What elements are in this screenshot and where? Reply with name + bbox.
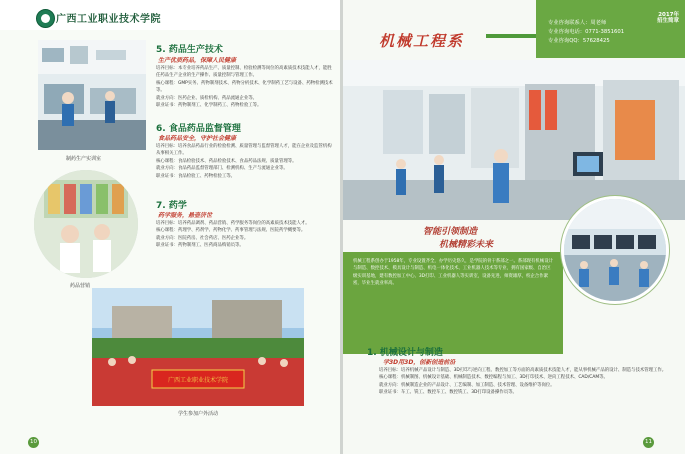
section-subtitle-6: 食品药品安全，守护社会健康: [158, 135, 237, 142]
group-illustration: [92, 288, 304, 406]
section-6-paragraph: 就业方向：食品药品监督管理部门、检测机构、生产与流通企业等。: [156, 166, 288, 172]
lab-photo: [38, 40, 146, 150]
year-subtext: 招生简章: [656, 18, 679, 24]
pharmacy-caption: 药品营销: [70, 283, 91, 289]
section-7-paragraph: 职业证书：药物制剂工、医药商品购销员等。: [156, 243, 244, 249]
section-5-paragraph: 培养目标：本专业培养药品生产、质量控制、检验检测等岗位的高素质技术技能人才，能胜任药品生产企业的生产操作、质量控制与管理工作。: [156, 66, 332, 79]
title-area: [343, 0, 538, 64]
right-page: [343, 0, 685, 454]
school-name: 广西工业职业技术学院: [56, 14, 161, 25]
section-1-paragraph: 核心课程：机械制图、机械设计基础、机械制造技术、数控编程与加工、3D打印技术、逆向工程技术、CAD/CAM等。: [379, 375, 608, 381]
contact-qq: 专业咨询QQ：57628425: [548, 38, 610, 44]
pharmacy-photo: [34, 170, 138, 278]
workshop-photo: [343, 60, 685, 220]
pharmacy-illustration: [34, 170, 138, 278]
year-text: 2017年: [658, 12, 679, 18]
group-caption: 学生参加户外活动: [178, 411, 219, 417]
section-7-paragraph: 就业方向：医院药房、社会药店、医药企业等。: [156, 235, 249, 241]
section-subtitle-7: 药学服务，悬壶济世: [158, 212, 213, 219]
section-subtitle-1: 学3D用3D，创新创造前沿: [383, 359, 456, 366]
left-page: [0, 0, 340, 454]
section-title-5: 5. 药品生产技术: [156, 45, 223, 55]
lab-caption: 制药生产实训室: [66, 156, 102, 162]
intro-text: 机械工程系创办于1958年，专业设置齐全，办学历史悠久，是学院的骨干系部之一。系部现有机械设计与制造、数控技术、模具设计与制造、机电一体化技术、工业机器人技术等专业，拥有国家级、自治区级实训基地，建有数控加工中心、3D打印、工业机器人等实训室，设备先进，师资雄厚，校企合作紧密，毕业生就业率高。: [353, 259, 553, 287]
section-6-paragraph: 职业证书：食品检验工、药物检验工等。: [156, 173, 236, 179]
section-title-1: 1. 机械设计与制造: [367, 348, 443, 358]
section-body-7: [156, 220, 334, 272]
section-title-7: 7. 药学: [156, 201, 187, 211]
lab-illustration: [38, 40, 146, 150]
slogan-line-1: 智能引领制造: [423, 227, 478, 237]
title-underline: [486, 34, 541, 38]
section-5-paragraph: 就业方向：医药企业、质检机构、药品流通企业等。: [156, 95, 257, 101]
section-body-6: [156, 143, 334, 195]
section-6-paragraph: 核心课程：食品检验技术、药品检验技术、食品药品法规、质量管理等。: [156, 158, 297, 164]
department-title: 机械工程系: [379, 32, 465, 50]
section-body-5: [156, 65, 334, 115]
section-7-paragraph: 核心课程：药理学、药剂学、药物化学、药事管理与法规、医院药学概要等。: [156, 228, 306, 234]
section-title-6: 6. 食品药品监督管理: [156, 124, 241, 134]
section-5-paragraph: 核心课程：GMP实务、药物制剂技术、药物分析技术、化学制药工艺与设备、药物检测技术等。: [156, 80, 333, 94]
page-header: [0, 0, 340, 30]
computer-lab-photo: [561, 196, 669, 304]
page-number-right: 11: [643, 437, 654, 448]
section-body-1: [379, 367, 679, 429]
page-number-left: 10: [28, 437, 39, 448]
group-photo: [92, 288, 304, 406]
intro-panel: [343, 252, 563, 354]
section-1-paragraph: 职业证书：车工、铣工、数控车工、数控铣工、3D打印设备操作员等。: [379, 390, 517, 396]
slogan-line-2: 机械精彩未来: [439, 240, 494, 250]
contact-person: 专业咨询联系人：周老师: [548, 20, 607, 26]
section-7-paragraph: 培养目标：培养药品调剂、药品营销、药学服务等岗位的高素质技术技能人才。: [156, 221, 310, 226]
contact-phone: 专业咨询电话：0771-3851601: [548, 29, 625, 35]
section-1-paragraph: 就业方向：机械制造企业的产品设计、工艺编制、加工制造、技术管理、设备维护等岗位。: [379, 382, 555, 388]
workshop-illustration: [343, 60, 685, 220]
school-logo-icon: [36, 9, 55, 28]
year-label: [657, 12, 679, 24]
section-6-paragraph: 培养目标：培养食品药品行业的检验检测、质量管理与监督管理人才，能在企业及监管机构从事相关工作。: [156, 144, 332, 157]
section-5-paragraph: 职业证书：药物制剂工、化学制药工、药物检验工等。: [156, 103, 262, 109]
group-banner-text: 广西工业职业技术学院: [167, 377, 229, 384]
section-subtitle-5: 生产优质药品，保障人民健康: [158, 57, 237, 64]
computer-lab-illustration: [564, 199, 666, 301]
contact-box: [536, 0, 685, 58]
section-1-paragraph: 培养目标：培养机械产品设计与制造、3D打印与逆向工程、数控加工等方面的高素质技术技能人才，能从事机械产品的设计、制造与技术管理工作。: [379, 368, 667, 373]
